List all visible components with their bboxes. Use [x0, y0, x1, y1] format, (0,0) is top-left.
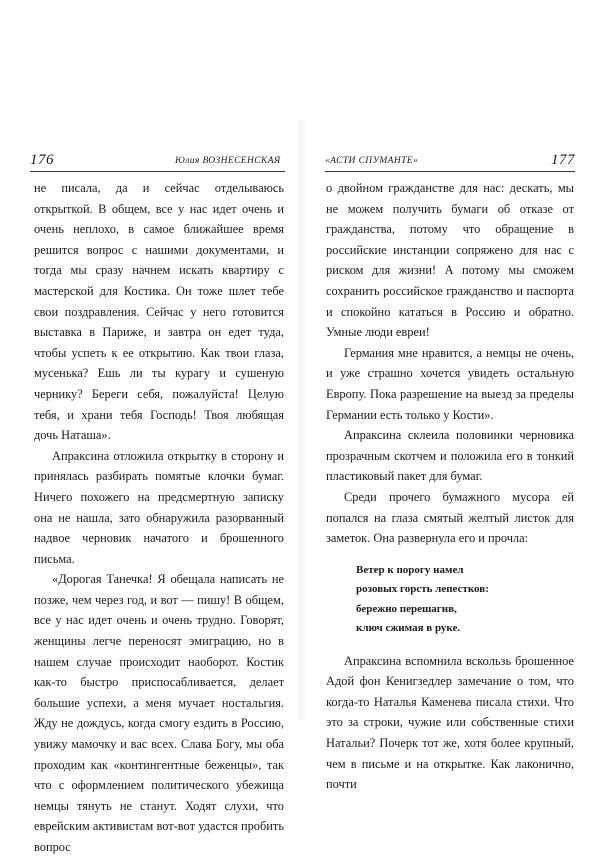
right-page-header	[325, 152, 575, 171]
right-page-number: 177	[551, 152, 575, 168]
paragraph: «Дорогая Танечка! Я обещала написать не позже, чем через год, и вот — пишу! В общем, все у нас идет очень и очень трудно. Говорят, женщины легче переносят эмиграцию, но в нашем случае происходит наоборот. Костик как-то быстро приспосабливается, делает большие успехи, а меня мучает ностальгия. Жду не дождусь, когда смогу ездить в Россию, увижу мамочку и вас всех. Слава Богу, мы оба проходим как «контингентные беженцы», так что с оформлением политического убежища немцы тянуть не станут. Ходят слухи, что еврейским активистам вот-вот удастся пробить вопрос	[34, 572, 284, 854]
paragraph: не писала, да и сейчас отделываюсь открыткой. В общем, все у нас идет очень и очень неплохо, в самое ближайшее время решится вопрос с нашими документами, и тогда мы сразу начнем искать квартиру с мастерской для Костика. Он тоже шлет тебе свои поздравления. Сейчас у него готовится выставка в Париже, и завтра он едет туда, чтобы успеть к ее открытию. Как твои глаза, мусенька? Ешь ли ты курагу и сушеную чернику? Береги себя, пожалуйста! Целую тебя, и храни тебя Господь! Твоя любящая дочь Наташа».	[34, 181, 284, 443]
poem-line: Ветер к порогу намел	[356, 563, 464, 576]
poem	[356, 561, 574, 639]
left-page-number: 176	[30, 152, 54, 168]
right-page-text	[326, 178, 574, 795]
paragraph: о двойном гражданстве для нас: дескать, мы не можем получить бумаги об отказе от гражданства, потому что обращение в российские инстанции сопряжено для нас с риском для жизни! А потому мы сможем сохранить российское гражданство и паспорта и спокойно кататься в Россию и обратно. Умные люди евреи!	[326, 181, 574, 340]
left-page-header	[30, 152, 285, 171]
paragraph: Апраксина склеила половинки черновика прозрачным скотчем и положила его в тонкий пластиковый пакет для бумаг.	[326, 428, 574, 484]
poem-line: ключ сжимая в руке.	[356, 622, 461, 635]
paragraph: Германия мне нравится, а немцы не очень, и уже страшно хочется увидеть остальную Европу. Пока разрешение на выезд за пределы Германии есть только у Кости».	[326, 345, 574, 422]
paragraph: Апраксина вспомнила вскользь брошенное Адой фон Кенигзедлер замечание о том, что когда-то Наталья Каменева писала стихи. Что это за строки, чужие или собственные стихи Натальи? Почерк тот же, хотя более крупный, чем в письме и на открытке. Как лаконично, почти	[326, 653, 574, 792]
right-running-title: «АСТИ СПУМАНТЕ»	[325, 156, 419, 166]
poem-line: бережно перешагнв,	[356, 602, 457, 615]
paragraph: Апраксина отложила открытку в сторону и принялась разбирать помятые клочки бумаг. Ничего похожего на предсмертную записку она не нашла, зато обнаружила разорванный надвое черновик начатого и брошенного письма.	[34, 448, 284, 566]
left-page-text	[34, 178, 284, 858]
poem-line: розовых горсть лепестков:	[356, 583, 489, 596]
left-header-rule	[30, 171, 285, 172]
left-running-title: Юлия ВОЗНЕСЕНСКАЯ	[175, 156, 281, 166]
paragraph: Среди прочего бумажного мусора ей попался на глаза смятый желтый листок для заметок. Она развернула его и прочла:	[326, 489, 574, 546]
right-header-rule	[325, 171, 575, 172]
